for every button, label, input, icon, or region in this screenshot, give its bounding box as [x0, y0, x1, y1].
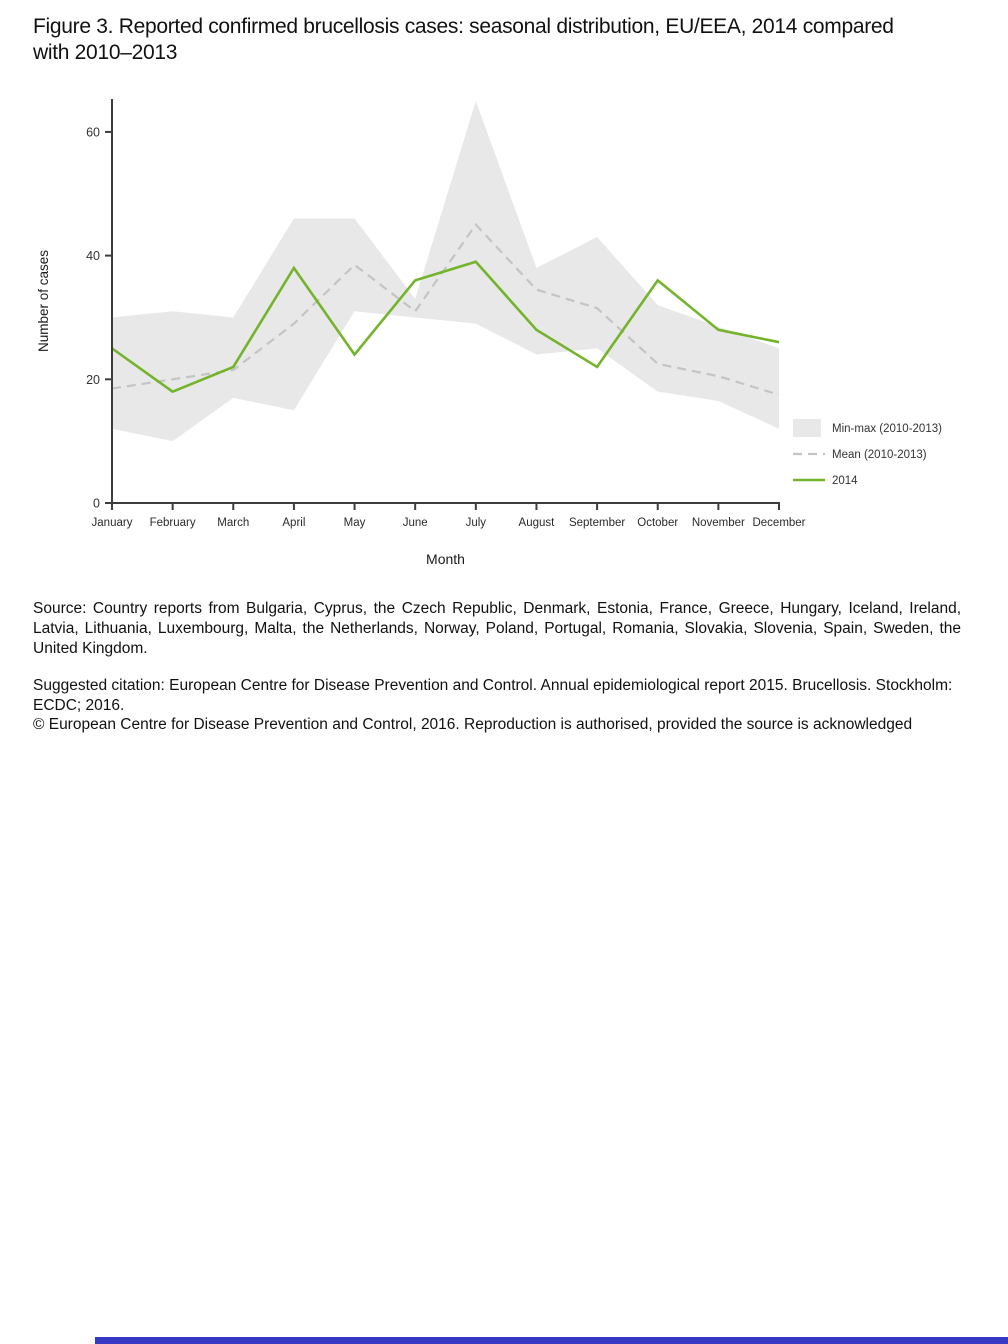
chart-canvas: [30, 95, 980, 575]
x-axis-title: Month: [426, 551, 465, 567]
seasonal-distribution-chart: [30, 95, 980, 575]
legend-label-mean: Mean (2010-2013): [832, 449, 927, 461]
x-tick-label: February: [149, 517, 196, 529]
y-tick-label: 0: [93, 496, 100, 511]
x-tick-label: August: [518, 517, 555, 529]
x-tick-label: May: [343, 517, 366, 529]
y-tick-label: 60: [86, 125, 100, 140]
x-tick-label: December: [752, 517, 806, 529]
legend-label-min-max: Min-max (2010-2013): [832, 423, 942, 435]
figure-title: Figure 3. Reported confirmed brucellosis cases: seasonal distribution, EU/EEA, 2014 compared with 2010–2013: [33, 15, 894, 64]
footer-accent-bar: [95, 1337, 1008, 1344]
legend: [793, 419, 942, 487]
x-tick-label: April: [282, 517, 306, 529]
citation-text: Suggested citation: European Centre for Disease Prevention and Control. Annual epidemiological report 2015. Brucellosis. Stockholm: ECDC; 2016.: [33, 677, 953, 714]
y-axis-title: Number of cases: [36, 249, 51, 353]
x-tick-label: October: [637, 517, 679, 529]
x-tick-label: June: [402, 517, 428, 529]
legend-label-2014: 2014: [832, 475, 858, 487]
x-tick-label: July: [465, 517, 487, 529]
x-tick-label: March: [217, 517, 250, 529]
min-max-swatch: [793, 419, 821, 437]
x-tick-label: November: [691, 517, 745, 529]
x-tick-label: September: [568, 517, 626, 529]
x-tick-label: January: [91, 517, 133, 529]
source-text: Source: Country reports from Bulgaria, Cyprus, the Czech Republic, Denmark, Estonia, France, Greece, Hungary, Iceland, Ireland, Latvia, Lithuania, Luxembourg, Malta, the Netherlands, Norway, Poland, Portugal, Romania, Slovakia, Slovenia, Spain, Sweden, the United Kingdom.: [33, 600, 961, 657]
y-tick-label: 20: [86, 372, 100, 387]
y-tick-label: 40: [86, 249, 100, 264]
copyright-text: © European Centre for Disease Prevention and Control, 2016. Reproduction is authorised, provided the source is acknowledged: [33, 716, 913, 733]
